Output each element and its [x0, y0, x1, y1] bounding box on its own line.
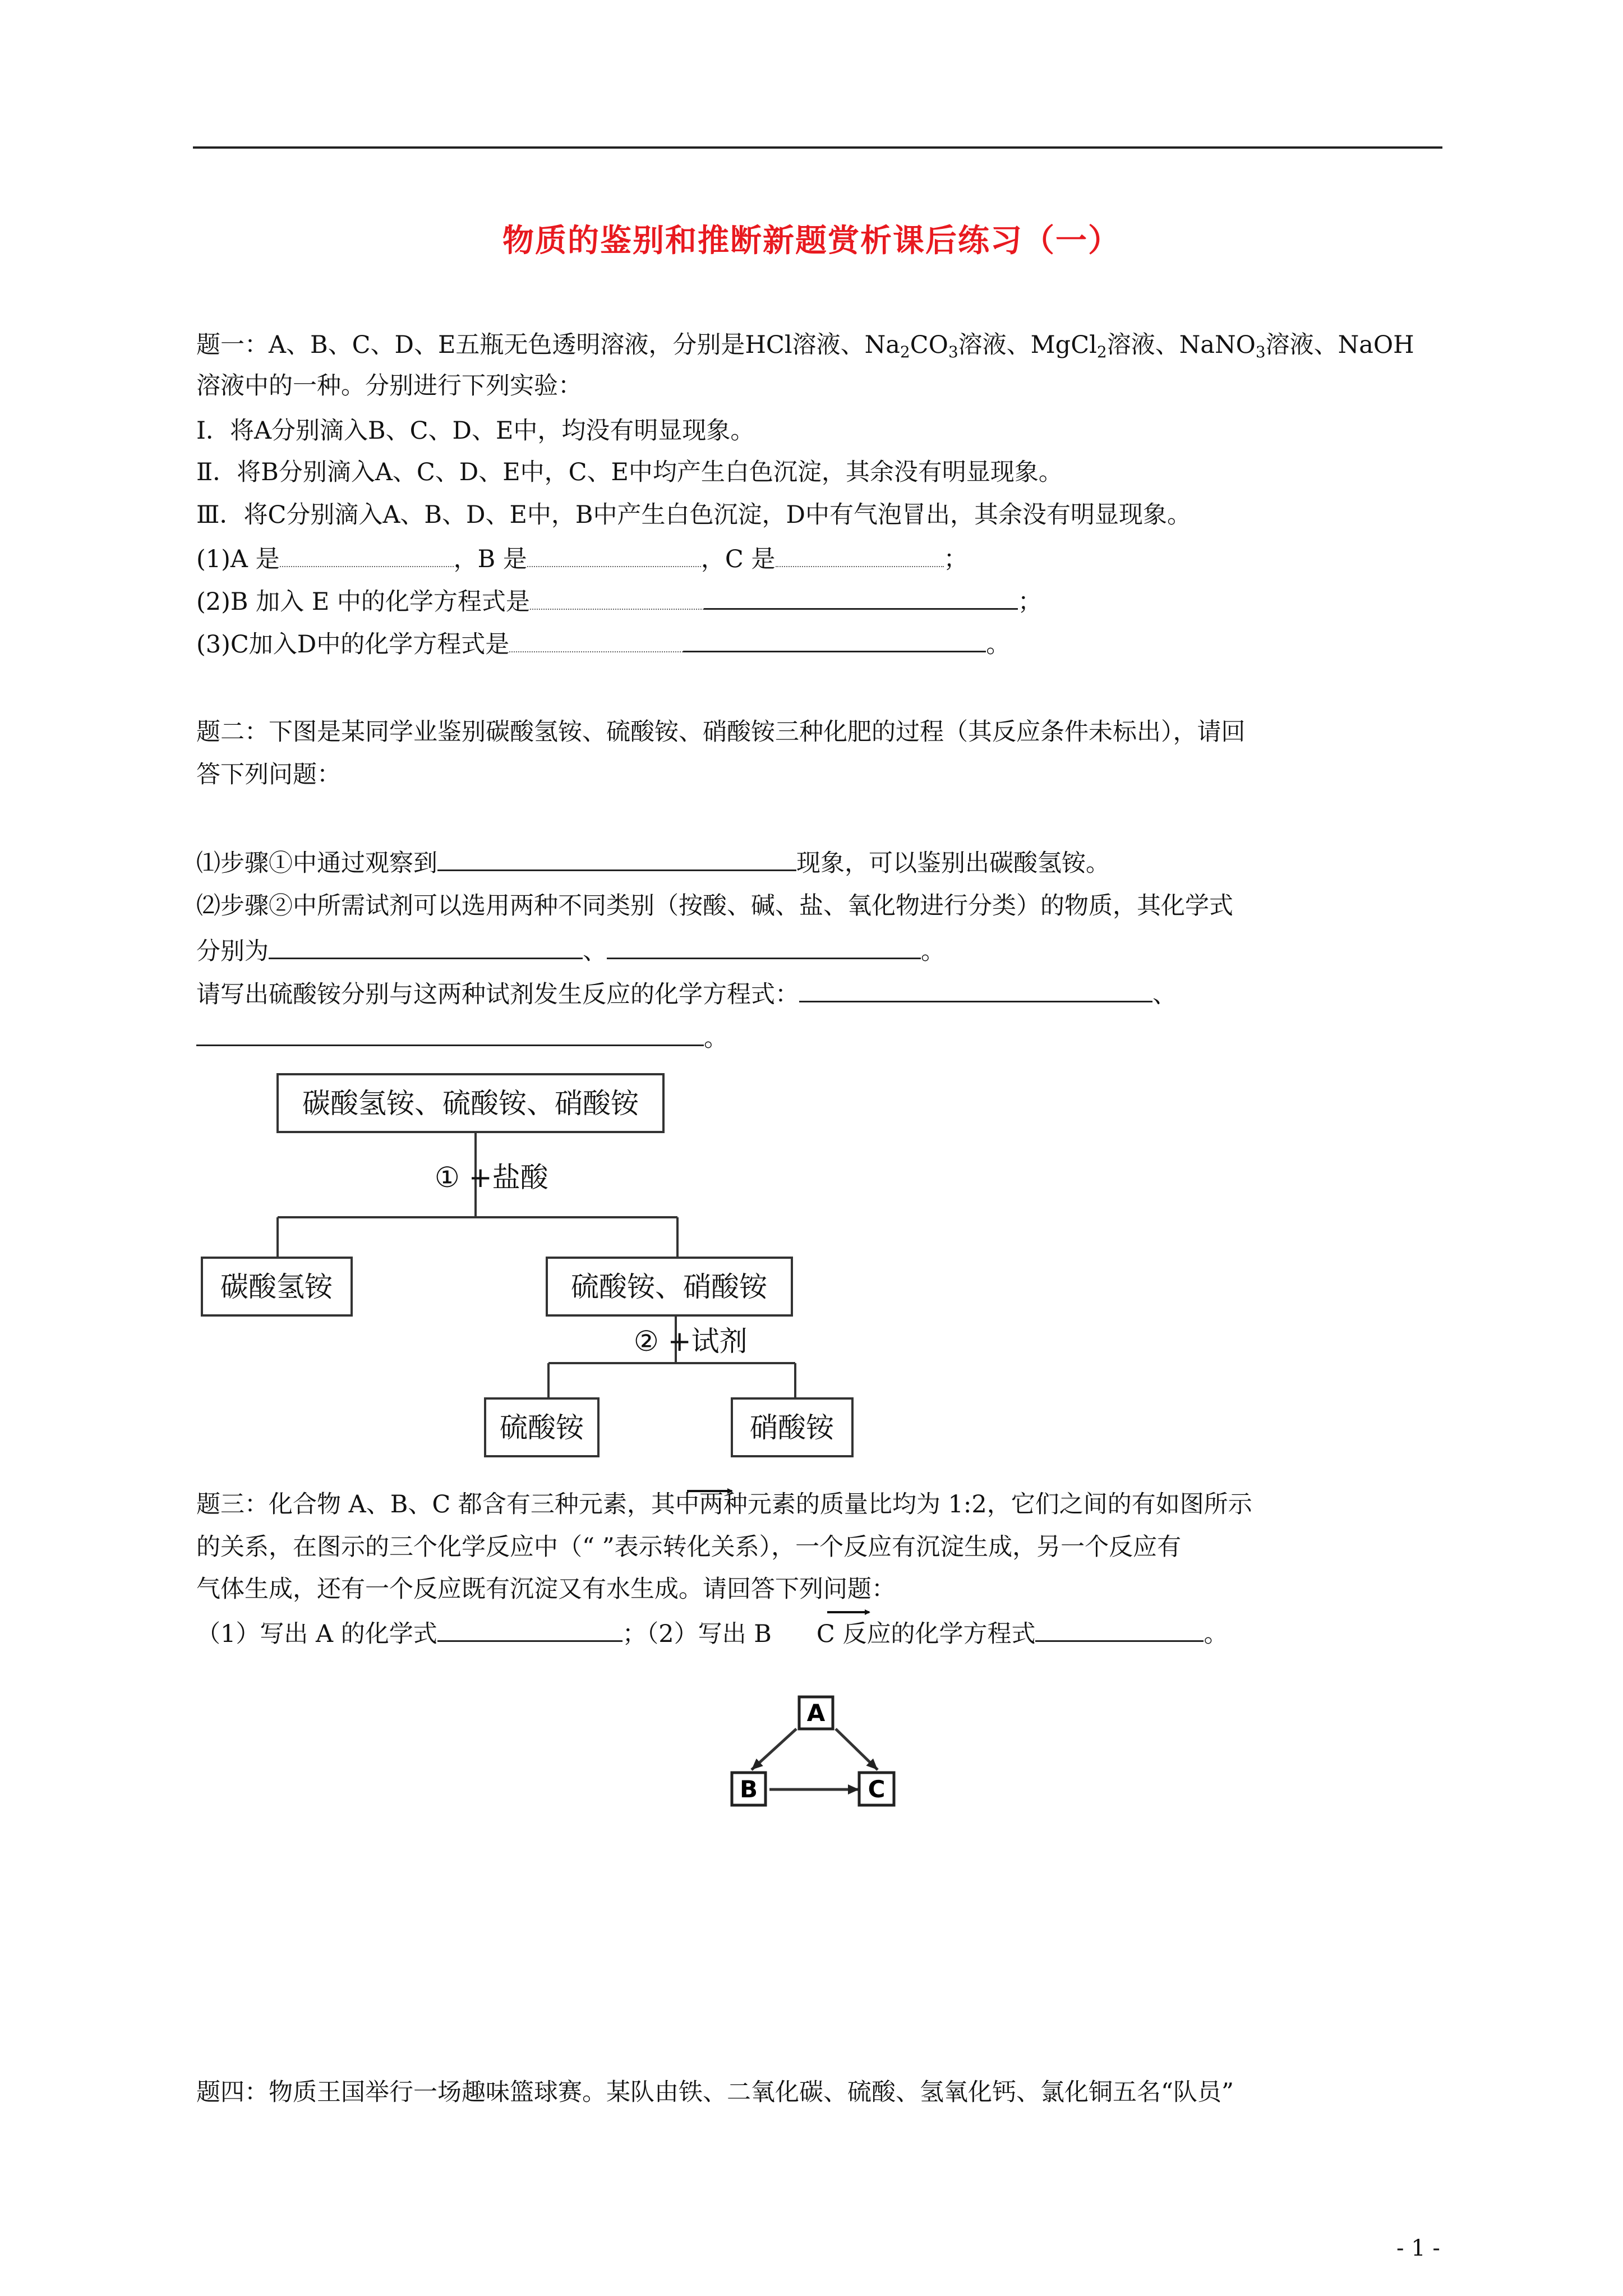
- node-c: C: [868, 1775, 886, 1803]
- label-left1: 碳酸氢铵: [220, 1271, 333, 1303]
- page-number: - 1 -: [1396, 2235, 1440, 2261]
- q2-p4: 请写出硫酸铵分别与这两种试剂发生反应的化学方程式： 、: [196, 976, 1177, 1011]
- q3-sub1: （1）写出 A 的化学式 ；（2）写出 B C 反应的化学方程式 。: [196, 1616, 1228, 1651]
- answer-blank-bc-eq[interactable]: [1035, 1616, 1204, 1642]
- abc-relation-diagram: [732, 1697, 894, 1805]
- q1-sub2: (2)B 加入 E 中的化学方程式是 ；: [196, 583, 1042, 619]
- label-right1: 硫酸铵、硝酸铵: [571, 1271, 767, 1303]
- q3-line1: 题三：化合物 A、B、C 都含有三种元素，其中两种元素的质量比均为 1:2，它们之间的有如图所示: [196, 1490, 1252, 1519]
- q3-line3: 气体生成，还有一个反应既有沉淀又有水生成。请回答下列问题：: [196, 1575, 896, 1603]
- q4-line1: 题四：物质王国举行一场趣味篮球赛。某队由铁、二氧化碳、硫酸、氢氧化钙、氯化铜五名“队员”: [196, 2078, 1234, 2106]
- q1-sub3: (3)C加入D中的化学方程式是 。: [196, 626, 1010, 661]
- label-left2: 硫酸铵: [500, 1411, 584, 1444]
- q2-line1: 题二：下图是某同学业鉴别碳酸氢铵、硫酸铵、硝酸铵三种化肥的过程（其反应条件未标出），请回: [196, 718, 1246, 746]
- label-right2: 硝酸铵: [750, 1411, 834, 1444]
- q1-line1: 题一：A、B、C、D、E五瓶无色透明溶液，分别是HCl溶液、$Na_2CO_3$溶液、MgCl$_2$溶液、NaNO$_3$溶液、NaOH: [196, 331, 1414, 361]
- q1-step2: Ⅱ．将B分别滴入A、C、D、E中，C、E中均产生白色沉淀，其余没有明显现象。: [196, 458, 1063, 486]
- q2-p2: ⑵步骤②中所需试剂可以选用两种不同类别（按酸、碱、盐、氧化物进行分类）的物质，其化学式: [196, 892, 1233, 920]
- node-b: B: [739, 1775, 758, 1803]
- q1-sub1: (1)A 是 ，B 是 ，C 是 ；: [196, 541, 968, 576]
- label-step1: ① +盐酸: [435, 1161, 548, 1194]
- label-step2: ② +试剂: [634, 1325, 748, 1358]
- q2-p3: 分别为 、 。: [196, 933, 945, 968]
- q3-line2: 的关系，在图示的三个化学反应中（“ ”表示转化关系），一个反应有沉淀生成，另一个反应有: [196, 1533, 1182, 1561]
- q1-step1: Ⅰ．将A分别滴入B、C、D、E中，均没有明显现象。: [196, 417, 755, 445]
- q2-line2: 答下列问题：: [196, 761, 341, 789]
- answer-blank-a-formula[interactable]: [437, 1616, 623, 1642]
- node-a: A: [806, 1699, 826, 1727]
- page-title: 物质的鉴别和推断新题赏析课后练习（一）: [502, 223, 1121, 259]
- q2-p5: 。: [196, 1020, 728, 1055]
- q1-line2: 溶液中的一种。分别进行下列实验：: [196, 372, 582, 400]
- q1-step3: Ⅲ．将C分别滴入A、B、D、E中，B中产生白色沉淀，D中有气泡冒出，其余没有明显现象。: [196, 501, 1191, 529]
- label-top: 碳酸氢铵、硫酸铵、硝酸铵: [302, 1087, 639, 1120]
- q2-p1: ⑴步骤①中通过观察到 现象，可以鉴别出碳酸氢铵。: [196, 845, 1110, 880]
